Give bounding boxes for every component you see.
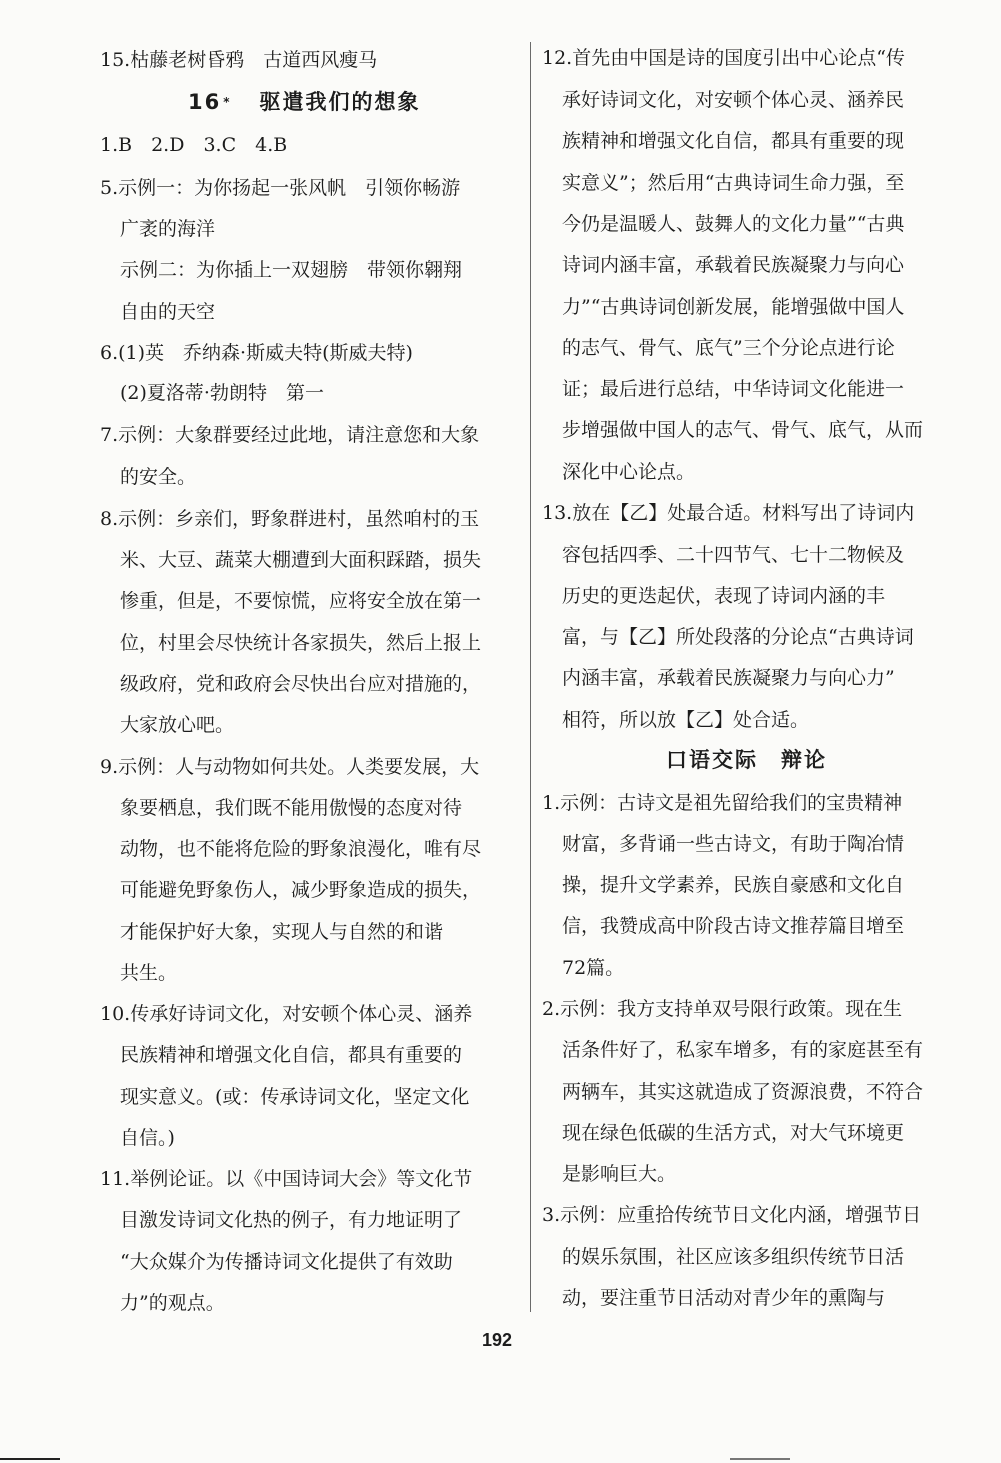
column-divider [530, 42, 531, 1312]
answer-line: 力”“古典诗词创新发展，能增强做中国人 [562, 296, 905, 318]
answer-line: 证；最后进行总结，中华诗词文化能进一 [562, 378, 905, 400]
answer-line: 大家放心吧。 [120, 714, 235, 736]
answer-line: 共生。 [120, 962, 178, 984]
answer-line: 7.示例：大象群要经过此地，请注意您和大象 [100, 424, 480, 446]
answer-line: 动物，也不能将危险的野象浪漫化，唯有尽 [120, 838, 482, 860]
answer-line: 诗词内涵丰富，承载着民族凝聚力与向心 [562, 254, 905, 276]
section-title: 口语交际 辩论 [666, 748, 827, 772]
answer-line: 2.示例：我方支持单双号限行政策。现在生 [542, 998, 903, 1020]
answer-line: 两辆车，其实这就造成了资源浪费，不符合 [562, 1081, 924, 1103]
answer-line: 象要栖息，我们既不能用傲慢的态度对待 [120, 797, 463, 819]
section-title-text: 驱遣我们的想象 [259, 90, 421, 114]
answer-line: 12.首先由中国是诗的国度引出中心论点“传 [542, 47, 905, 69]
answer-line: 深化中心论点。 [562, 461, 696, 483]
answer-line: 内涵丰富，承载着民族凝聚力与向心力” [562, 667, 895, 689]
section-title [188, 90, 420, 114]
answer-line: 动，要注重节日活动对青少年的熏陶与 [562, 1287, 886, 1309]
answer-line: 10.传承好诗词文化，对安顿个体心灵、涵养 [100, 1003, 473, 1025]
answer-line: 容包括四季、二十四节气、七十二物候及 [562, 544, 905, 566]
answer-line: 才能保护好大象，实现人与自然的和谐 [120, 921, 444, 943]
answer-line: 可能避免野象伤人，减少野象造成的损失， [120, 879, 482, 901]
answer-line: 6.(1)英 乔纳森·斯威夫特(斯威夫特) [100, 342, 413, 364]
answer-15: 15.枯藤老树昏鸦 古道西风瘦马 [100, 49, 378, 71]
answer-line: 惨重，但是，不要惊慌，应将安全放在第一 [120, 590, 482, 612]
answer-line: 民族精神和增强文化自信，都具有重要的 [120, 1044, 463, 1066]
answer-line: 示例二：为你插上一双翅膀 带领你翱翔 [120, 259, 463, 281]
answer-line: 的安全。 [120, 466, 197, 488]
answer-line: 1.B 2.D 3.C 4.B [100, 134, 288, 156]
answer-line: 财富，多背诵一些古诗文，有助于陶冶情 [562, 833, 905, 855]
page-number: 192 [482, 1330, 513, 1350]
answer-line: 级政府，党和政府会尽快出台应对措施的， [120, 673, 482, 695]
answer-line: 族精神和增强文化自信，都具有重要的现 [562, 130, 905, 152]
answer-line: 历史的更迭起伏，表现了诗词内涵的丰 [562, 585, 886, 607]
answer-line: 力”的观点。 [120, 1292, 225, 1314]
scan-edge-mark [0, 1458, 60, 1460]
answer-line: 操，提升文学素养，民族自豪感和文化自 [562, 874, 905, 896]
answer-line: 现实意义。(或：传承诗词文化，坚定文化 [120, 1086, 470, 1108]
answer-line: 的志气、骨气、底气”三个分论点进行论 [562, 337, 895, 359]
answer-line: 米、大豆、蔬菜大棚遭到大面积踩踏，损失 [120, 549, 482, 571]
answer-line: 今仍是温暖人、鼓舞人的文化力量”“古典 [562, 213, 905, 235]
answer-line: 现在绿色低碳的生活方式，对大气环境更 [562, 1122, 905, 1144]
answer-line: 11.举例论证。以《中国诗词大会》等文化节 [100, 1168, 473, 1190]
answer-line: 13.放在【乙】处最合适。材料写出了诗词内 [542, 502, 915, 524]
answer-line: 承好诗词文化，对安顿个体心灵、涵养民 [562, 89, 905, 111]
answer-line: (2)夏洛蒂·勃朗特 第一 [120, 382, 324, 404]
answer-line: 8.示例：乡亲们，野象群进村，虽然咱村的玉 [100, 508, 480, 530]
answer-line: 位，村里会尽快统计各家损失，然后上报上 [120, 632, 482, 654]
answer-line: 的娱乐氛围，社区应该多组织传统节日活 [562, 1246, 905, 1268]
answer-line: 自由的天空 [120, 301, 216, 323]
answer-line: 1.示例：古诗文是祖先留给我们的宝贵精神 [542, 792, 903, 814]
answer-line: 自信。) [120, 1127, 175, 1149]
section-number: 16 [188, 90, 222, 114]
answer-line: 是影响巨大。 [562, 1163, 677, 1185]
scan-edge-mark [730, 1458, 790, 1460]
answer-line: 活条件好了，私家车增多，有的家庭甚至有 [562, 1039, 924, 1061]
answer-line: 实意义”；然后用“古典诗词生命力强，至 [562, 172, 905, 194]
answer-line: 3.示例：应重拾传统节日文化内涵，增强节日 [542, 1204, 922, 1226]
answer-line: 步增强做中国人的志气、骨气、底气，从而 [562, 419, 924, 441]
answer-line: 富，与【乙】所处段落的分论点“古典诗词 [562, 626, 914, 648]
answer-line: 信，我赞成高中阶段古诗文推荐篇目增至 [562, 915, 905, 937]
answer-line: 5.示例一：为你扬起一张风帆 引领你畅游 [100, 177, 461, 199]
answer-line: 广袤的海洋 [120, 218, 216, 240]
answer-line: 相符，所以放【乙】处合适。 [562, 709, 810, 731]
answer-line: 9.示例：人与动物如何共处。人类要发展，大 [100, 756, 480, 778]
answer-line: “大众媒介为传播诗词文化提供了有效助 [120, 1251, 453, 1273]
answer-line: 72篇。 [562, 957, 625, 979]
optional-mark: * [223, 95, 232, 109]
answer-line: 目激发诗词文化热的例子，有力地证明了 [120, 1209, 463, 1231]
